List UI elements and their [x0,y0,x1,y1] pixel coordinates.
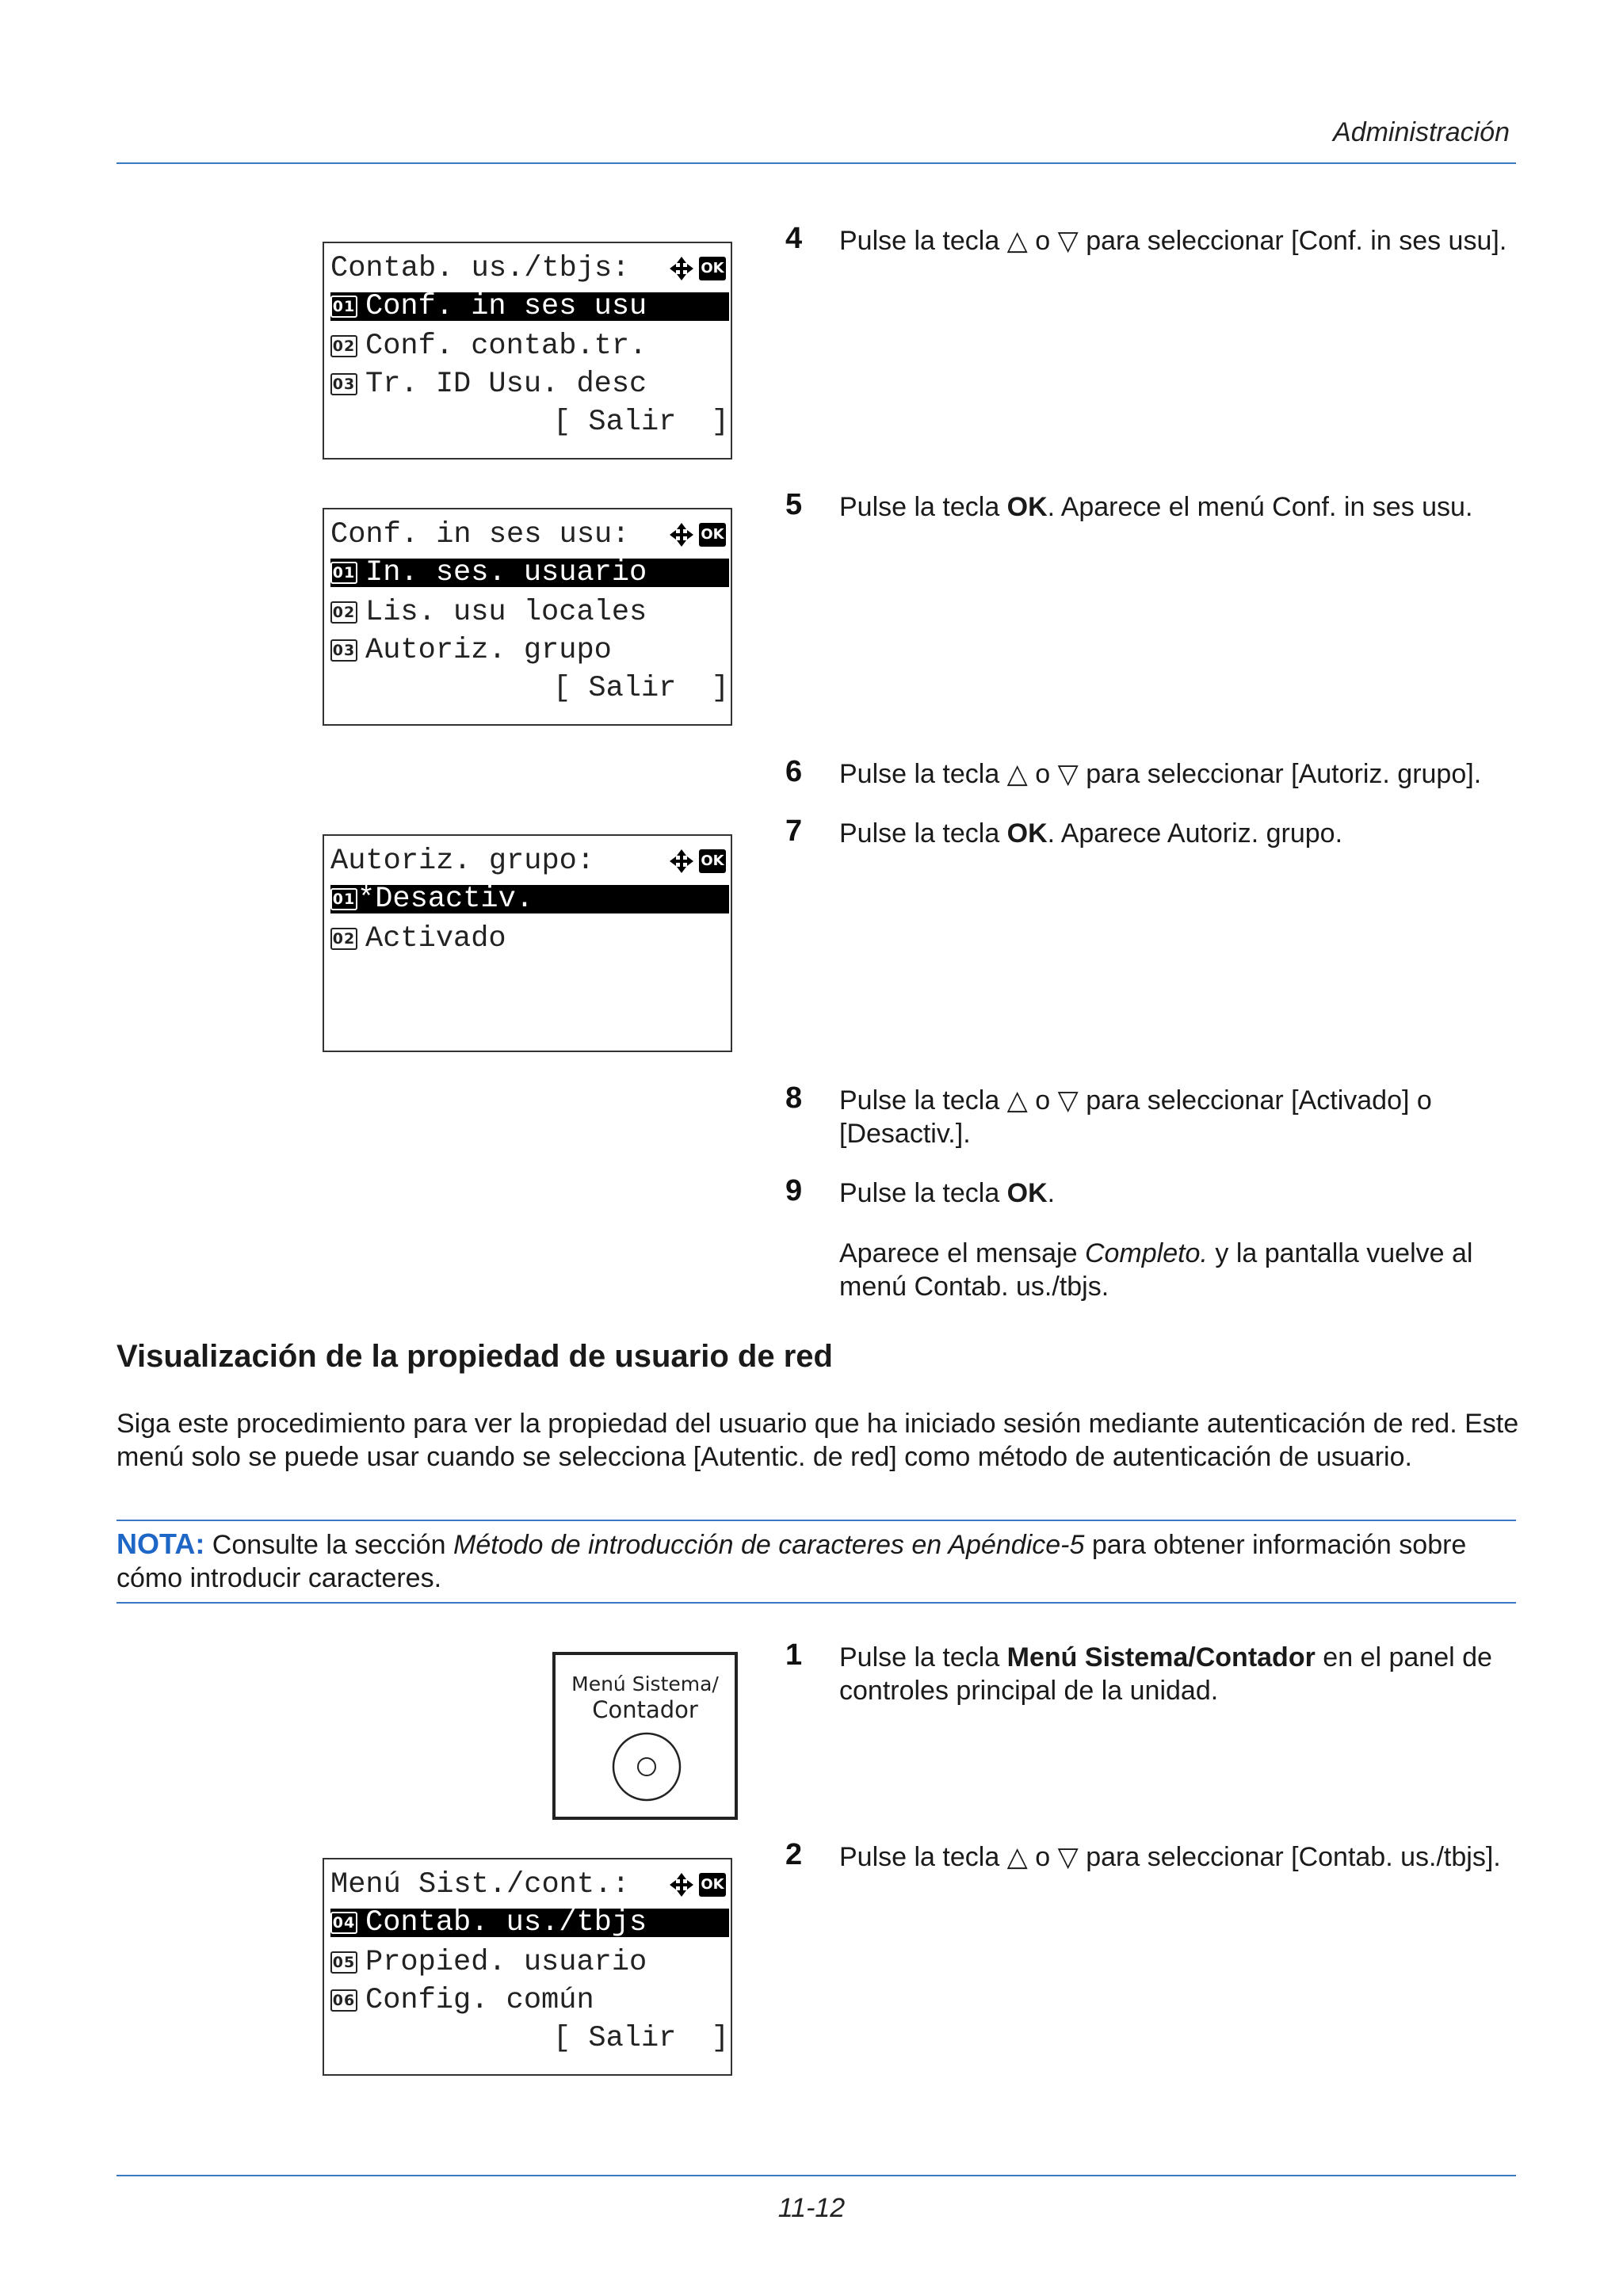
step-text: Pulse la tecla △ o ▽ para seleccionar [Activado] o [Desactiv.]. [839,1085,1432,1149]
lcd-item-selected[interactable]: 01 Conf. in ses usu [330,292,729,321]
step-number: 6 [785,755,803,788]
section-heading: Visualización de la propiedad de usuario de red [116,1339,833,1374]
round-key-icon[interactable] [611,1731,682,1802]
up-down-arrows-icon [667,847,696,875]
ok-key-icon: OK [699,257,726,280]
note-label: NOTA: [116,1527,205,1560]
lcd-title: Autoriz. grupo: OK [330,847,729,875]
lcd-item[interactable]: 03 Autoriz. grupo [330,636,729,665]
lcd-item[interactable]: 05 Propied. usuario [330,1948,729,1977]
lcd-screen-contab [323,242,732,460]
step-number: 2 [785,1838,803,1871]
key-label-line1: Menú Sistema/ [571,1672,719,1695]
running-header: Administración [1333,117,1510,147]
ok-key-icon: OK [699,849,726,873]
lcd-screen-conf-ses [323,508,732,726]
lcd-softkey-exit[interactable]: [ Salir ] [552,2022,729,2055]
step-text: Pulse la tecla OK. Aparece Autoriz. grupo. [839,818,1343,849]
note-top-rule [116,1520,1516,1521]
step-text: Pulse la tecla OK. [839,1178,1056,1208]
step-number: 1 [785,1638,803,1672]
navigation-arrows-icon [667,1871,696,1899]
item-number: 03 [330,639,357,662]
footer-rule [116,2175,1516,2176]
navigation-arrows-icon [667,254,696,283]
key-label-line2: Contador [592,1696,698,1723]
lcd-item-selected[interactable]: 01*Desactiv. [330,885,729,913]
note-box: NOTA: Consulte la sección Método de introducción de caracteres en Apéndice-5 para obtener información sobre cómo introducir caracteres. [116,1527,1467,1593]
item-number: 02 [330,928,357,950]
step-followup-text: Aparece el mensaje Completo. y la pantalla vuelve al menú Contab. us./tbjs. [839,1238,1473,1302]
step-number: 7 [785,814,803,848]
item-number: 01 [330,562,357,584]
item-number: 05 [330,1951,357,1974]
lcd-title: Menú Sist./cont.: OK [330,1871,729,1899]
lcd-item[interactable]: 02 Activado [330,925,729,953]
step-number: 8 [785,1081,803,1115]
item-number: 06 [330,1989,357,2012]
lcd-item-selected[interactable]: 01 In. ses. usuario [330,559,729,587]
lcd-item[interactable]: 03 Tr. ID Usu. desc [330,370,729,399]
page-number: 11-12 [777,2193,846,2223]
item-number: 02 [330,335,357,357]
step-number: 5 [785,488,803,521]
item-number: 02 [330,601,357,624]
item-number: 04 [330,1912,357,1934]
step-text: Pulse la tecla △ o ▽ para seleccionar [Conf. in ses usu]. [839,226,1507,256]
system-menu-key-illustration [552,1652,738,1820]
header-rule [116,162,1516,164]
lcd-softkey-exit[interactable]: [ Salir ] [552,672,729,705]
item-number: 01 [330,888,357,910]
step-text: Pulse la tecla Menú Sistema/Contador en el panel de controles principal de la unidad. [839,1642,1492,1706]
step-text: Pulse la tecla △ o ▽ para seleccionar [Autoriz. grupo]. [839,759,1482,789]
ok-key-icon: OK [699,523,726,547]
ok-key-icon: OK [699,1873,726,1897]
lcd-item[interactable]: 06 Config. común [330,1986,729,2015]
lcd-title: Contab. us./tbjs: OK [330,254,729,283]
step-number: 4 [785,222,803,255]
lcd-screen-autoriz [323,834,732,1052]
note-bottom-rule [116,1602,1516,1604]
lcd-title: Conf. in ses usu: OK [330,521,729,549]
section-body: Siga este procedimiento para ver la propiedad del usuario que ha iniciado sesión mediante autenticación de red. Este menú solo se puede usar cuando se selecciona [Autentic. de red] como método de autenticación de usuario. [116,1409,1519,1472]
lcd-item[interactable]: 02 Conf. contab.tr. [330,332,729,360]
step-text: Pulse la tecla OK. Aparece el menú Conf. in ses usu. [839,492,1473,522]
navigation-arrows-icon [667,521,696,549]
lcd-item-selected[interactable]: 04 Contab. us./tbjs [330,1909,729,1937]
step-text: Pulse la tecla △ o ▽ para seleccionar [Contab. us./tbjs]. [839,1842,1501,1872]
step-number: 9 [785,1174,803,1207]
item-number: 03 [330,373,357,395]
item-number: 01 [330,296,357,318]
lcd-screen-menu-sist [323,1858,732,2076]
lcd-item[interactable]: 02 Lis. usu locales [330,598,729,627]
lcd-softkey-exit[interactable]: [ Salir ] [552,406,729,439]
